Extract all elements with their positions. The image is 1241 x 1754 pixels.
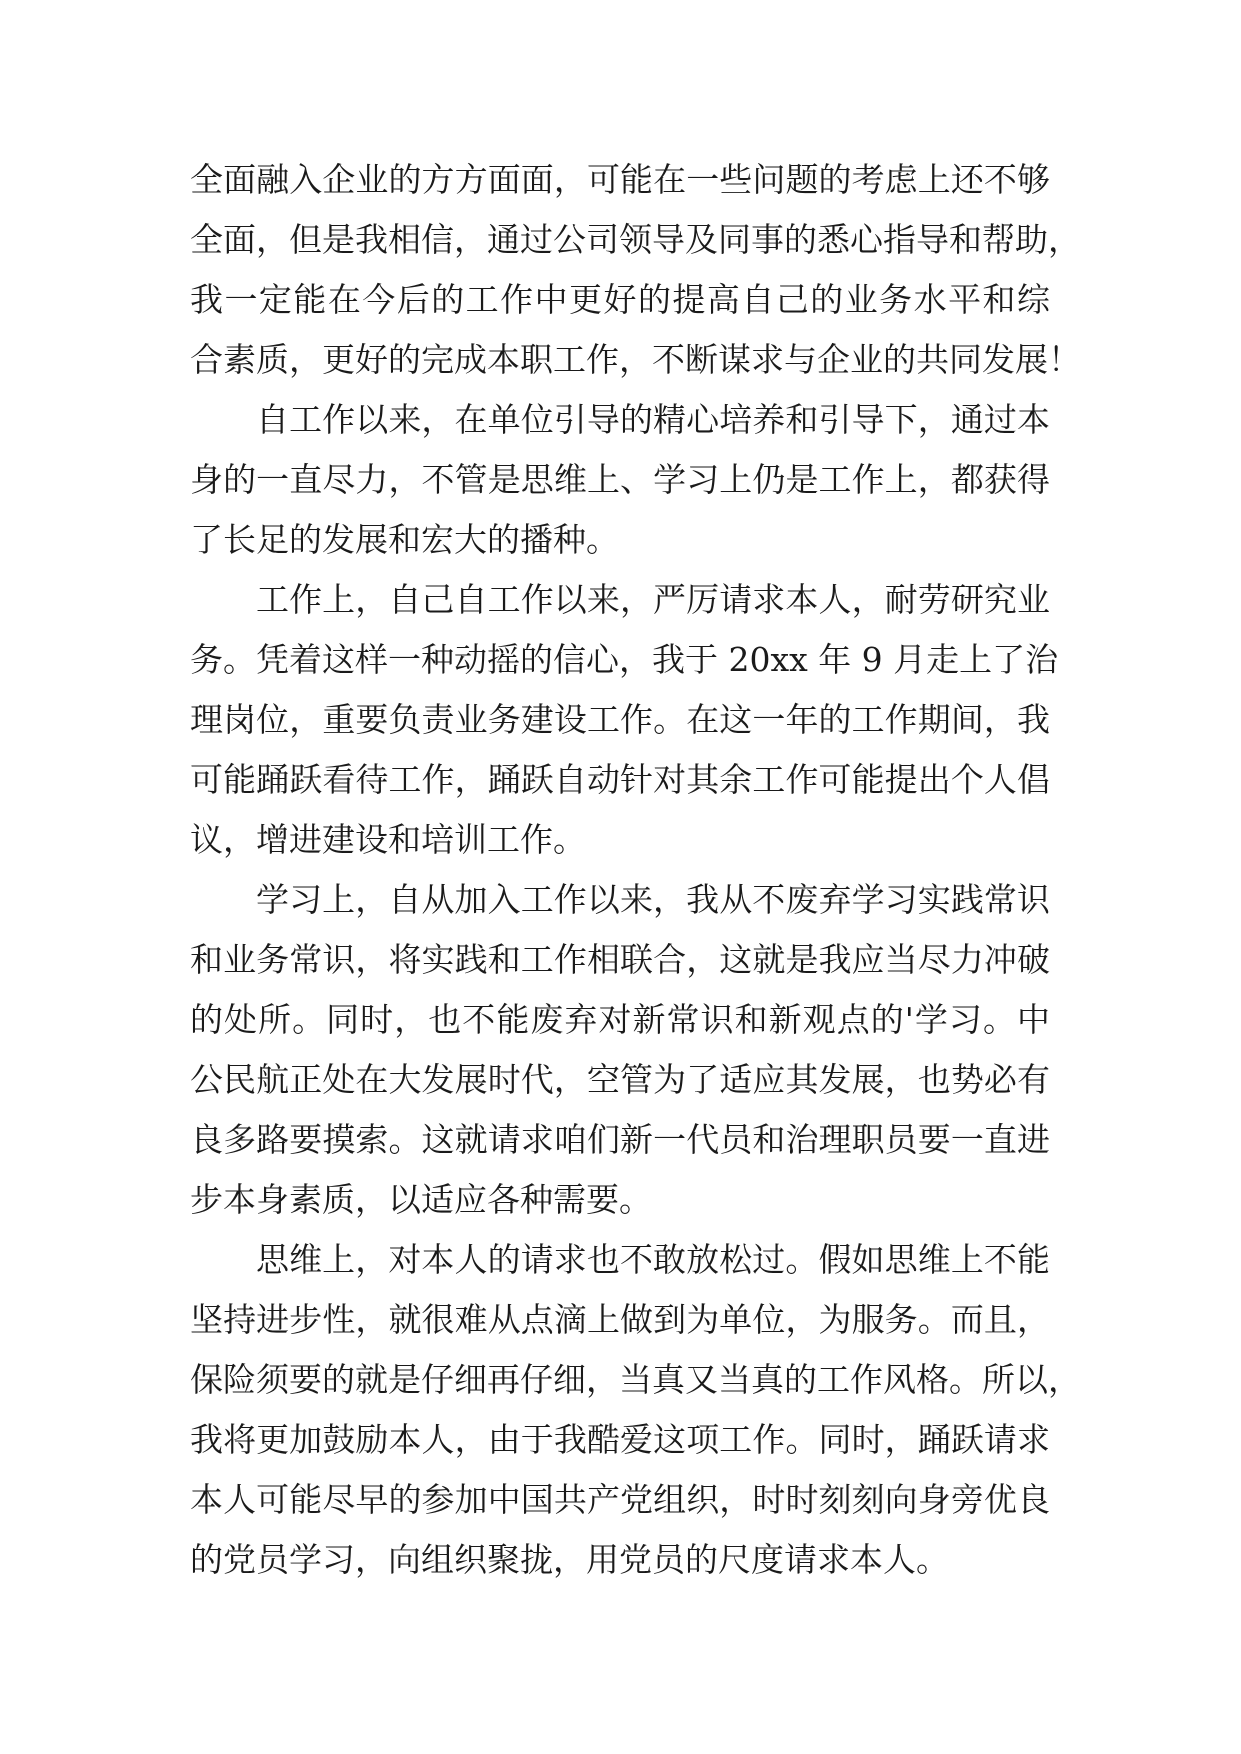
document-body — [190, 150, 1081, 1590]
text-line: 合素质，更好的完成本职工作，不断谋求与企业的共同发展！ — [190, 340, 1081, 379]
text-line: 我将更加鼓励本人，由于我酷爱这项工作。同时，踊跃请求 — [190, 1420, 1050, 1459]
text-line: 本人可能尽早的参加中国共产党组织，时时刻刻向身旁优良 — [190, 1480, 1050, 1519]
text-line: 自工作以来，在单位引导的精心培养和引导下，通过本 — [256, 400, 1050, 439]
text-line: 理岗位，重要负责业务建设工作。在这一年的工作期间，我 — [190, 700, 1050, 739]
text-line: 学习上，自从加入工作以来，我从不废弃学习实践常识 — [256, 880, 1050, 919]
text-line: 全面，但是我相信，通过公司领导及同事的悉心指导和帮助， — [190, 220, 1081, 259]
text-line: 工作上，自己自工作以来，严厉请求本人，耐劳研究业 — [256, 580, 1050, 619]
text-line: 了长足的发展和宏大的播种。 — [190, 520, 619, 559]
text-line: 全面融入企业的方方面面，可能在一些问题的考虑上还不够 — [190, 160, 1050, 199]
text-line: 身的一直尽力，不管是思维上、学习上仍是工作上，都获得 — [190, 460, 1050, 499]
text-line: 可能踊跃看待工作，踊跃自动针对其余工作可能提出个人倡 — [190, 760, 1050, 799]
paragraph-4 — [190, 870, 1050, 1230]
paragraph-3 — [190, 570, 1059, 870]
text-line: 议，增进建设和培训工作。 — [190, 820, 586, 859]
text-line: 的处所。同时，也不能废弃对新常识和新观点的'学习。中 — [190, 1000, 1050, 1039]
text-line: 公民航正处在大发展时代，空管为了适应其发展，也势必有 — [190, 1060, 1050, 1099]
text-line: 的党员学习，向组织聚拢，用党员的尺度请求本人。 — [190, 1540, 949, 1579]
text-line: 步本身素质，以适应各种需要。 — [190, 1180, 652, 1219]
paragraph-5 — [190, 1230, 1081, 1590]
text-line: 我一定能在今后的工作中更好的提高自己的业务水平和综 — [190, 280, 1050, 319]
text-line: 务。凭着这样一种动摇的信心，我于 20xx 年 9 月走上了治 — [190, 640, 1059, 679]
text-line: 和业务常识，将实践和工作相联合，这就是我应当尽力冲破 — [190, 940, 1050, 979]
text-line: 坚持进步性，就很难从点滴上做到为单位，为服务。而且， — [190, 1300, 1050, 1339]
paragraph-1 — [190, 150, 1081, 390]
paragraph-2 — [190, 390, 1050, 570]
text-line: 保险须要的就是仔细再仔细，当真又当真的工作风格。所以， — [190, 1360, 1081, 1399]
text-line: 思维上，对本人的请求也不敢放松过。假如思维上不能 — [256, 1240, 1050, 1279]
text-line: 良多路要摸索。这就请求咱们新一代员和治理职员要一直进 — [190, 1120, 1050, 1159]
